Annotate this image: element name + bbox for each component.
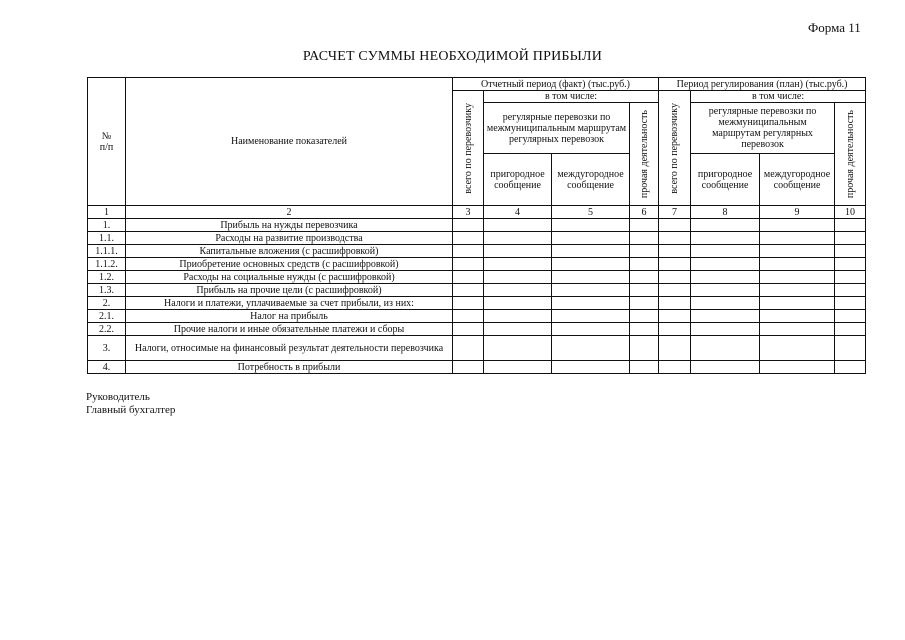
cell[interactable] — [760, 284, 835, 297]
cell[interactable] — [659, 284, 691, 297]
row-name: Прибыль на прочие цели (с расшифровкой) — [126, 284, 453, 297]
cell[interactable] — [760, 219, 835, 232]
header-intercity-plan: междугородное сообщение — [760, 154, 835, 206]
row-name: Приобретение основных средств (с расшифровкой) — [126, 258, 453, 271]
cell[interactable] — [630, 297, 659, 310]
cell[interactable] — [630, 323, 659, 336]
header-total-fact-text: всего по перевозчику — [462, 102, 474, 194]
header-suburban-plan: пригородное сообщение — [691, 154, 760, 206]
cell[interactable] — [835, 297, 866, 310]
cell[interactable] — [691, 284, 760, 297]
row-num: 2. — [88, 297, 126, 310]
cell[interactable] — [453, 271, 484, 284]
cell[interactable] — [835, 245, 866, 258]
row-num: 1.1. — [88, 232, 126, 245]
cell[interactable] — [760, 361, 835, 374]
cell[interactable] — [453, 219, 484, 232]
cell[interactable] — [760, 323, 835, 336]
document-title: РАСЧЕТ СУММЫ НЕОБХОДИМОЙ ПРИБЫЛИ — [302, 49, 603, 64]
cell[interactable] — [484, 271, 552, 284]
cell[interactable] — [760, 297, 835, 310]
col-number: 2 — [126, 206, 453, 219]
cell[interactable] — [552, 258, 630, 271]
cell[interactable] — [552, 310, 630, 323]
header-name: Наименование показателей — [126, 78, 453, 206]
signature-chief-accountant: Главный бухгалтер — [86, 404, 176, 416]
cell[interactable] — [552, 271, 630, 284]
form-number: Форма 11 — [808, 20, 861, 35]
cell[interactable] — [453, 336, 484, 361]
header-total-fact — [453, 91, 484, 206]
cell[interactable] — [552, 284, 630, 297]
cell[interactable] — [691, 245, 760, 258]
cell[interactable] — [760, 271, 835, 284]
col-number: 3 — [453, 206, 484, 219]
header-regular-plan: регулярные перевозки по межмуниципальным маршрутам регулярных перевозок — [691, 103, 835, 154]
header-suburban-fact: пригородное сообщение — [484, 154, 552, 206]
cell[interactable] — [691, 297, 760, 310]
header-other-plan-text: прочая деятельность — [844, 109, 856, 199]
cell[interactable] — [659, 336, 691, 361]
row-name: Расходы на развитие производства — [126, 232, 453, 245]
cell[interactable] — [659, 297, 691, 310]
cell[interactable] — [630, 219, 659, 232]
profit-calculation-table — [87, 77, 866, 374]
col-number: 7 — [659, 206, 691, 219]
column-number-row — [88, 206, 866, 219]
cell[interactable] — [835, 336, 866, 361]
cell[interactable] — [552, 297, 630, 310]
header-regular-fact: регулярные перевозки по межмуниципальным маршрутам регулярных перевозок — [484, 103, 630, 154]
header-other-plan — [835, 103, 866, 206]
col-number: 4 — [484, 206, 552, 219]
cell[interactable] — [453, 323, 484, 336]
cell[interactable] — [453, 361, 484, 374]
cell[interactable] — [453, 284, 484, 297]
cell[interactable] — [659, 258, 691, 271]
cell[interactable] — [453, 245, 484, 258]
cell[interactable] — [835, 258, 866, 271]
row-name: Налоги, относимые на финансовый результат деятельности перевозчика — [126, 336, 453, 361]
row-name: Прочие налоги и иные обязательные платежи и сборы — [126, 323, 453, 336]
signature-director: Руководитель — [86, 391, 150, 403]
header-other-fact — [630, 103, 659, 206]
cell[interactable] — [552, 219, 630, 232]
cell[interactable] — [835, 310, 866, 323]
col-number: 1 — [88, 206, 126, 219]
header-period-fact: Отчетный период (факт) (тыс.руб.) — [453, 78, 659, 91]
cell[interactable] — [691, 323, 760, 336]
header-period-plan: Период регулирования (план) (тыс.руб.) — [659, 78, 866, 91]
table-row — [88, 271, 866, 284]
header-num — [88, 78, 126, 206]
cell[interactable] — [659, 361, 691, 374]
cell[interactable] — [760, 258, 835, 271]
cell[interactable] — [835, 219, 866, 232]
cell[interactable] — [760, 245, 835, 258]
table-row — [88, 323, 866, 336]
row-num: 2.2. — [88, 323, 126, 336]
cell[interactable] — [484, 310, 552, 323]
cell[interactable] — [552, 232, 630, 245]
row-name: Расходы на социальные нужды (с расшифровкой) — [126, 271, 453, 284]
cell[interactable] — [630, 361, 659, 374]
header-other-fact-text: прочая деятельность — [638, 109, 650, 199]
table-row — [88, 232, 866, 245]
cell[interactable] — [691, 271, 760, 284]
table-row — [88, 297, 866, 310]
cell[interactable] — [453, 310, 484, 323]
table-row — [88, 219, 866, 232]
cell[interactable] — [484, 219, 552, 232]
cell[interactable] — [659, 323, 691, 336]
cell[interactable] — [453, 297, 484, 310]
row-num: 1.2. — [88, 271, 126, 284]
row-num: 1.3. — [88, 284, 126, 297]
cell[interactable] — [760, 310, 835, 323]
table-row — [88, 258, 866, 271]
row-name: Налог на прибыль — [126, 310, 453, 323]
header-in-number-plan: в том числе: — [691, 91, 866, 103]
header-row-periods — [88, 78, 866, 91]
row-num: 1.1.2. — [88, 258, 126, 271]
col-number: 5 — [552, 206, 630, 219]
cell[interactable] — [835, 271, 866, 284]
row-name: Налоги и платежи, уплачиваемые за счет прибыли, из них: — [126, 297, 453, 310]
row-num: 1.1.1. — [88, 245, 126, 258]
cell[interactable] — [484, 245, 552, 258]
col-number: 6 — [630, 206, 659, 219]
row-num: 3. — [88, 336, 126, 361]
cell[interactable] — [760, 232, 835, 245]
cell[interactable] — [552, 323, 630, 336]
cell[interactable] — [691, 219, 760, 232]
header-total-plan — [659, 91, 691, 206]
header-in-number-fact: в том числе: — [484, 91, 659, 103]
cell[interactable] — [659, 271, 691, 284]
cell[interactable] — [835, 323, 866, 336]
cell[interactable] — [484, 336, 552, 361]
cell[interactable] — [691, 232, 760, 245]
cell[interactable] — [760, 336, 835, 361]
table-row — [88, 310, 866, 323]
table-row — [88, 245, 866, 258]
cell[interactable] — [691, 336, 760, 361]
cell[interactable] — [630, 284, 659, 297]
cell[interactable] — [484, 258, 552, 271]
cell[interactable] — [453, 258, 484, 271]
cell[interactable] — [691, 310, 760, 323]
cell[interactable] — [691, 258, 760, 271]
cell[interactable] — [484, 232, 552, 245]
cell[interactable] — [484, 297, 552, 310]
cell[interactable] — [659, 232, 691, 245]
cell[interactable] — [630, 271, 659, 284]
row-name: Потребность в прибыли — [126, 361, 453, 374]
row-num: 2.1. — [88, 310, 126, 323]
header-num-text: № п/п — [99, 130, 114, 153]
cell[interactable] — [630, 232, 659, 245]
table-row — [88, 336, 866, 361]
cell[interactable] — [659, 310, 691, 323]
cell[interactable] — [552, 336, 630, 361]
table-row — [88, 284, 866, 297]
row-num: 4. — [88, 361, 126, 374]
row-name: Капитальные вложения (с расшифровкой) — [126, 245, 453, 258]
cell[interactable] — [630, 310, 659, 323]
cell[interactable] — [630, 258, 659, 271]
cell[interactable] — [552, 361, 630, 374]
cell[interactable] — [659, 245, 691, 258]
cell[interactable] — [835, 361, 866, 374]
cell[interactable] — [552, 245, 630, 258]
cell[interactable] — [835, 284, 866, 297]
cell[interactable] — [659, 219, 691, 232]
header-total-plan-text: всего по перевозчику — [669, 102, 681, 194]
cell[interactable] — [630, 336, 659, 361]
cell[interactable] — [691, 361, 760, 374]
cell[interactable] — [484, 361, 552, 374]
header-intercity-fact: междугородное сообщение — [552, 154, 630, 206]
col-number: 9 — [760, 206, 835, 219]
cell[interactable] — [484, 323, 552, 336]
row-num: 1. — [88, 219, 126, 232]
cell[interactable] — [630, 245, 659, 258]
cell[interactable] — [835, 232, 866, 245]
cell[interactable] — [484, 284, 552, 297]
col-number: 10 — [835, 206, 866, 219]
table-row — [88, 361, 866, 374]
cell[interactable] — [453, 232, 484, 245]
col-number: 8 — [691, 206, 760, 219]
row-name: Прибыль на нужды перевозчика — [126, 219, 453, 232]
